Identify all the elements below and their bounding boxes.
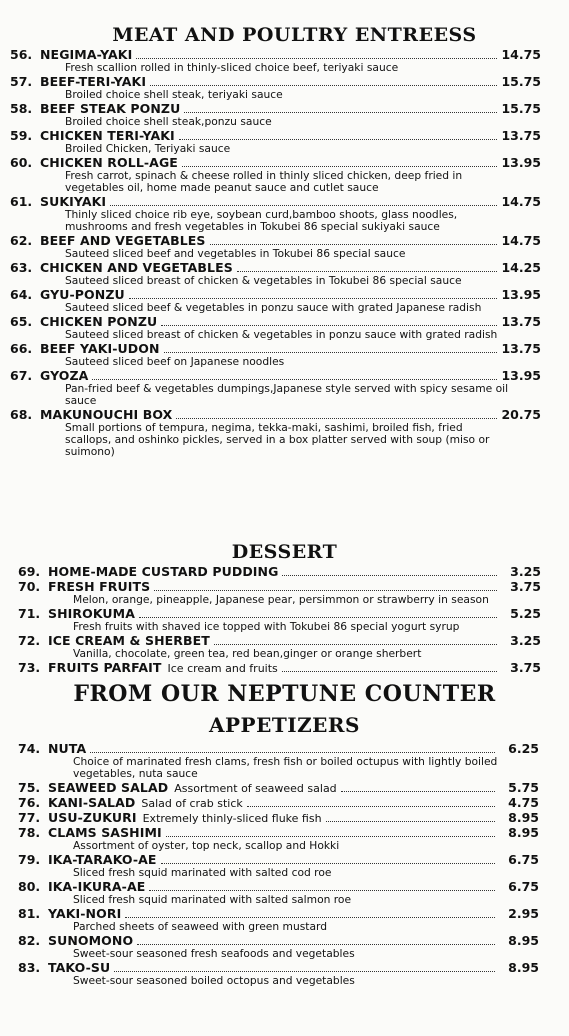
menu-item-row [10,368,541,383]
item-description: Sweet-sour seasoned boiled octopus and vegetables [73,974,355,987]
menu-item [18,564,541,579]
item-number: 70. [18,579,41,594]
item-description: Parched sheets of seaweed with green mustard [73,920,328,933]
item-price: 13.95 [501,155,541,170]
item-name: HOME-MADE CUSTARD PUDDING [48,564,279,579]
dot-leader [176,418,497,419]
item-price: 3.75 [510,660,541,675]
item-name: NUTA [48,741,87,756]
menu-item [18,579,541,606]
menu-item-row [18,852,539,867]
menu-item [18,852,539,879]
item-description: Melon, orange, pineapple, Japanese pear, persimmon or strawberry in season [73,593,489,606]
menu-item-row [10,287,541,302]
dot-leader [139,617,497,618]
dot-leader [129,298,497,299]
item-number: 81. [18,906,41,921]
item-description: Sliced fresh squid marinated with salted cod roe [73,866,332,879]
item-description: Fresh fruits with shaved ice topped with Tokubei 86 special yogurt syrup [73,620,460,633]
dot-leader [90,752,495,753]
item-price: 13.95 [501,368,541,383]
menu-item [10,194,541,233]
item-name: NEGIMA-YAKI [40,47,133,62]
dot-leader [247,806,495,807]
menu-item [18,741,539,780]
item-name: BEEF AND VEGETABLES [40,233,206,248]
item-description: Sauteed sliced breast of chicken & vegetables in Tokubei 86 special sauce [65,274,462,287]
menu-item-row [10,407,541,422]
menu-item-row [18,795,539,810]
item-name: SEAWEED SALAD [48,780,169,795]
item-price: 5.25 [510,606,541,621]
item-name: ICE CREAM & SHERBET [48,633,210,648]
item-name: CLAMS SASHIMI [48,825,162,840]
dot-leader [137,944,495,945]
item-name: BEEF-TERI-YAKI [40,74,147,89]
item-price: 20.75 [501,407,541,422]
section-title: FROM OUR NEPTUNE COUNTER [73,681,496,707]
item-name: CHICKEN ROLL-AGE [40,155,178,170]
menu-item [10,155,541,194]
item-price: 14.75 [501,194,541,209]
item-price: 15.75 [501,101,541,116]
item-description: Choice of marinated fresh clams, fresh fish or boiled octupus with lightly boiled vegetables, nuta sauce [73,755,498,780]
menu-item-row [18,564,541,579]
menu-item-row [18,960,539,975]
item-number: 65. [10,314,33,329]
item-description: Small portions of tempura, negima, tekka-maki, sashimi, broiled fish, fried scallops, and oshinko pickles, served in a box platter served with soup (miso or suimono) [65,421,490,458]
menu-item [18,606,541,633]
item-name: GYOZA [40,368,89,383]
menu-item [10,128,541,155]
item-name: GYU-PONZU [40,287,125,302]
section-title: DESSERT [231,541,338,563]
item-name: CHICKEN TERI-YAKI [40,128,175,143]
menu-list [10,47,541,458]
dot-leader [326,821,495,822]
menu-item [18,879,539,906]
item-number: 72. [18,633,41,648]
item-number: 56. [10,47,33,62]
item-number: 63. [10,260,33,275]
menu-item [10,287,541,314]
menu-item [10,407,541,458]
menu-list [18,741,539,987]
item-number: 71. [18,606,41,621]
menu-item-row [10,47,541,62]
dot-leader [154,590,497,591]
section-dessert [0,543,569,675]
dot-leader [184,112,497,113]
menu-item [10,74,541,101]
section-subtitle: APPETIZERS [209,713,360,737]
menu-item-row [18,810,539,825]
menu-item [10,47,541,74]
item-number: 82. [18,933,41,948]
menu-item-row [10,101,541,116]
menu-item [18,660,541,675]
dot-leader [92,379,497,380]
menu-item-row [10,194,541,209]
item-name: IKA-IKURA-AE [48,879,146,894]
menu-item-row [10,74,541,89]
menu-item [10,101,541,128]
menu-item [10,341,541,368]
menu-item-row [18,906,539,921]
item-description: Vanilla, chocolate, green tea, red bean,ginger or orange sherbert [73,647,422,660]
item-description: Thinly sliced choice rib eye, soybean curd,bamboo shoots, glass noodles, mushrooms and fresh vegetables in Tokubei 86 special sukiyaki sauce [65,208,458,233]
menu-item [18,960,539,987]
item-price: 8.95 [508,960,539,975]
item-price: 3.25 [510,633,541,648]
item-price: 6.75 [508,879,539,894]
item-inline-description: Extremely thinly-sliced fluke fish [142,812,322,825]
menu-item-row [10,314,541,329]
dot-leader [214,644,497,645]
menu-item [18,780,539,795]
item-price: 4.75 [508,795,539,810]
dot-leader [161,863,495,864]
dot-leader [182,166,497,167]
item-number: 58. [10,101,33,116]
item-price: 6.25 [508,741,539,756]
menu-item-row [10,341,541,356]
item-price: 13.75 [501,128,541,143]
menu-item [18,933,539,960]
item-description: Sliced fresh squid marinated with salted salmon roe [73,893,352,906]
item-description: Fresh scallion rolled in thinly-sliced choice beef, teriyaki sauce [65,61,399,74]
item-name: SUKIYAKI [40,194,107,209]
item-inline-description: Ice cream and fruits [167,662,278,675]
item-number: 57. [10,74,33,89]
item-description: Fresh carrot, spinach & cheese rolled in thinly sliced chicken, deep fried in vegetables oil, home made peanut sauce and cutlet sauce [65,169,463,194]
item-number: 61. [10,194,33,209]
item-price: 14.75 [501,47,541,62]
item-number: 68. [10,407,33,422]
item-description: Pan-fried beef & vegetables dumpings,Japanese style served with spicy sesame oil sauce [65,382,509,407]
menu-item-row [18,780,539,795]
menu-item-row [18,633,541,648]
dot-leader [161,325,497,326]
menu-item-row [18,579,541,594]
dot-leader [237,271,497,272]
item-price: 14.25 [501,260,541,275]
item-number: 62. [10,233,33,248]
dot-leader [164,352,497,353]
item-number: 73. [18,660,41,675]
menu-item-row [18,879,539,894]
item-number: 75. [18,780,41,795]
item-number: 76. [18,795,41,810]
item-name: YAKI-NORI [48,906,122,921]
item-name: CHICKEN PONZU [40,314,158,329]
menu-item [10,260,541,287]
item-price: 6.75 [508,852,539,867]
item-number: 69. [18,564,41,579]
item-name: BEEF STEAK PONZU [40,101,181,116]
menu-item-row [18,660,541,675]
item-description: Broiled choice shell steak, teriyaki sauce [65,88,283,101]
menu-item-row [10,260,541,275]
item-name: CHICKEN AND VEGETABLES [40,260,233,275]
item-number: 77. [18,810,41,825]
dot-leader [149,890,495,891]
dot-leader [282,575,497,576]
item-price: 13.75 [501,341,541,356]
item-price: 13.95 [501,287,541,302]
dot-leader [125,917,495,918]
menu-item [10,233,541,260]
item-price: 15.75 [501,74,541,89]
menu-item-row [10,155,541,170]
section-title: MEAT AND POULTRY ENTREESS [112,24,477,46]
menu-item-row [18,741,539,756]
dot-leader [179,139,497,140]
item-price: 2.95 [508,906,539,921]
menu-item [18,825,539,852]
item-price: 3.25 [510,564,541,579]
item-number: 67. [10,368,33,383]
menu-item [18,795,539,810]
item-name: SHIROKUMA [48,606,135,621]
menu-item-row [18,933,539,948]
dot-leader [341,791,495,792]
menu-item-row [10,128,541,143]
item-number: 80. [18,879,41,894]
section-neptune-counter [0,683,569,987]
item-description: Assortment of oyster, top neck, scallop and Hokki [73,839,340,852]
item-description: Broiled Chicken, Teriyaki sauce [65,142,231,155]
item-price: 8.95 [508,933,539,948]
item-price: 14.75 [501,233,541,248]
dot-leader [110,205,497,206]
item-inline-description: Assortment of seaweed salad [174,782,337,795]
item-name: USU-ZUKURI [48,810,137,825]
menu-item-row [18,606,541,621]
item-number: 74. [18,741,41,756]
item-name: KANI-SALAD [48,795,136,810]
dot-leader [166,836,495,837]
menu-item [18,906,539,933]
item-number: 83. [18,960,41,975]
dot-leader [282,671,497,672]
item-description: Sauteed sliced beef and vegetables in Tokubei 86 special sauce [65,247,406,260]
menu-item-row [10,233,541,248]
menu-list [18,564,541,675]
item-price: 8.95 [508,825,539,840]
menu-item [18,810,539,825]
item-name: SUNOMONO [48,933,134,948]
item-description: Sauteed sliced breast of chicken & vegetables in ponzu sauce with grated radish [65,328,498,341]
dot-leader [150,85,497,86]
item-price: 8.95 [508,810,539,825]
item-number: 60. [10,155,33,170]
item-description: Sweet-sour seasoned fresh seafoods and vegetables [73,947,355,960]
item-description: Sauteed sliced beef on Japanese noodles [65,355,285,368]
menu-item [10,368,541,407]
item-number: 64. [10,287,33,302]
item-number: 66. [10,341,33,356]
item-price: 5.75 [508,780,539,795]
item-name: FRUITS PARFAIT [48,660,162,675]
item-number: 59. [10,128,33,143]
item-name: IKA-TARAKO-AE [48,852,157,867]
item-name: MAKUNOUCHI BOX [40,407,173,422]
item-description: Broiled choice shell steak,ponzu sauce [65,115,272,128]
menu-item-row [18,825,539,840]
item-price: 13.75 [501,314,541,329]
dot-leader [136,58,497,59]
dot-leader [114,971,495,972]
dot-leader [210,244,497,245]
item-description: Sauteed sliced beef & vegetables in ponzu sauce with grated Japanese radish [65,301,482,314]
item-price: 3.75 [510,579,541,594]
section-meat-poultry [0,26,569,458]
item-name: FRESH FRUITS [48,579,151,594]
item-name: BEEF YAKI-UDON [40,341,160,356]
item-number: 79. [18,852,41,867]
item-number: 78. [18,825,41,840]
item-name: TAKO-SU [48,960,111,975]
menu-item [18,633,541,660]
item-inline-description: Salad of crab stick [141,797,243,810]
menu-item [10,314,541,341]
